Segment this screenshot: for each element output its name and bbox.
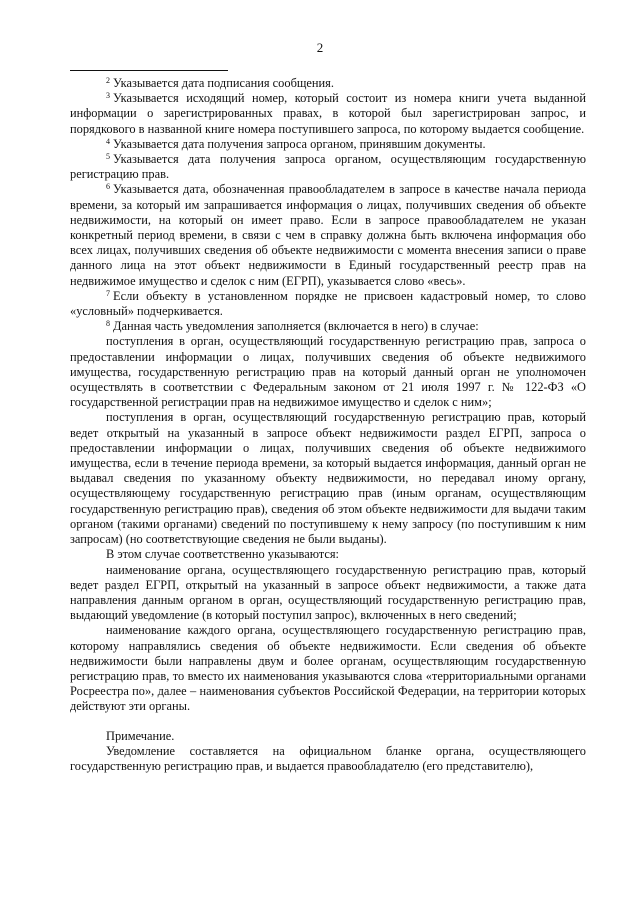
footnote-separator-line: [70, 70, 228, 71]
footnote-5: [70, 152, 586, 182]
footnote-text: Указывается дата, обозначенная правообладателем в запросе в качестве начала периода времени, за который им запрашивается информация о лицах, получивших сведения об объекте недвижимости, на который он имеет право. Если в запросе правообладателем не указан конкретный период времени, в связи с чем в справку должна быть включена информация обо всех лицах, получивших сведения об объекте недвижимости с момента внесения записи о праве данного лица на этот объект недвижимости в Единый государственный реестр прав на недвижимое имущество и сделок с ним (ЕГРП), указывается слово «весь».: [70, 182, 586, 288]
footnote-4: [70, 137, 586, 152]
footnote-2: [70, 76, 586, 91]
footnote-mark: 8: [106, 319, 110, 329]
body-paragraph: поступления в орган, осуществляющий государственную регистрацию прав, который ведет открытый на указанный в запросе объект недвижимости раздел ЕГРП, запроса о предоставлении информации о лицах, получивших сведения об объекте недвижимого имущества, если в течение периода времени, за который выдается информация, данный орган не выдавал сведения по указанному объекту недвижимости, но передавал иному органу, осуществляющему государственную регистрацию прав (иным органам, осуществляющим государственную регистрацию прав), сведения об этом объекте недвижимости для выдачи таким органом (такими органами) сведений по поступившему к нему запросу (по поступившим к ним запросам) (но соответствующие сведения не были выданы).: [70, 410, 586, 547]
footnote-text: Если объекту в установленном порядке не присвоен кадастровый номер, то слово «условный» подчеркивается.: [70, 288, 586, 319]
body-paragraph: наименование органа, осуществляющего государственную регистрацию прав, который ведет раздел ЕГРП, открытый на указанный в запросе объект недвижимости, а также дата направления данным органом в орган, осуществляющий государственную регистрацию прав, выдающий уведомление (в который поступил запрос), включенных в него сведений;: [70, 562, 586, 623]
note-text: Уведомление составляется на официальном бланке органа, осуществляющего государственную регистрацию прав, и выдается правообладателю (его представителю),: [70, 743, 586, 773]
footnote-text: Данная часть уведомления заполняется (включается в него) в случае:: [113, 319, 479, 334]
body-paragraph: поступления в орган, осуществляющий государственную регистрацию прав, запроса о предоставлении информации о лицах, получивших сведения об объекте недвижимого имущества, государственную регистрацию прав на который данный орган не уполномочен осуществлять в соответствии с Федеральным законом от 21 июля 1997 г. № 122-ФЗ «О государственной регистрации прав на недвижимое имущество и сделок с ним»;: [70, 334, 586, 410]
footnote-text: Указывается исходящий номер, который состоит из номера книги учета выданной информации о зарегистрированных правах, в которой был зарегистрирован запрос, и порядкового в названной книге номера поступившего запроса, по которому выдается сообщение.: [70, 91, 586, 136]
footnote-mark: 4: [106, 136, 110, 146]
footnote-mark: 7: [106, 288, 110, 298]
footnote-mark: 6: [106, 182, 110, 192]
footnote-mark: 3: [106, 91, 110, 101]
footnote-text: Указывается дата подписания сообщения.: [113, 76, 334, 90]
body-paragraph: наименование каждого органа, осуществляющего государственную регистрацию прав, которому направлялись сведения об объекте недвижимости. Если сведения об объекте недвижимости были направлены двум и более органам, осуществляющим государственную регистрацию прав, то вместо их наименования указываются слова «территориальными органами Росреестра по», далее – наименования субъектов Российской Федерации, на территории которых действуют эти органы.: [70, 623, 586, 714]
page-number: 2: [316, 40, 324, 55]
footnote-7: [70, 289, 586, 319]
footnote-text: Указывается дата получения запроса органом, осуществляющим государственную регистрацию прав.: [70, 152, 586, 182]
footnote-mark: 5: [106, 152, 110, 162]
body-paragraph: В этом случае соответственно указываются:: [106, 547, 340, 562]
footnote-6: [70, 182, 586, 288]
footnote-text: Указывается дата получения запроса органом, принявшим документы.: [113, 136, 486, 151]
footnote-8: [70, 319, 586, 334]
note-title: Примечание.: [106, 728, 175, 743]
document-body: [70, 76, 586, 774]
footnote-mark: 2: [106, 76, 110, 85]
footnote-3: [70, 91, 586, 137]
spacer: [70, 715, 586, 729]
